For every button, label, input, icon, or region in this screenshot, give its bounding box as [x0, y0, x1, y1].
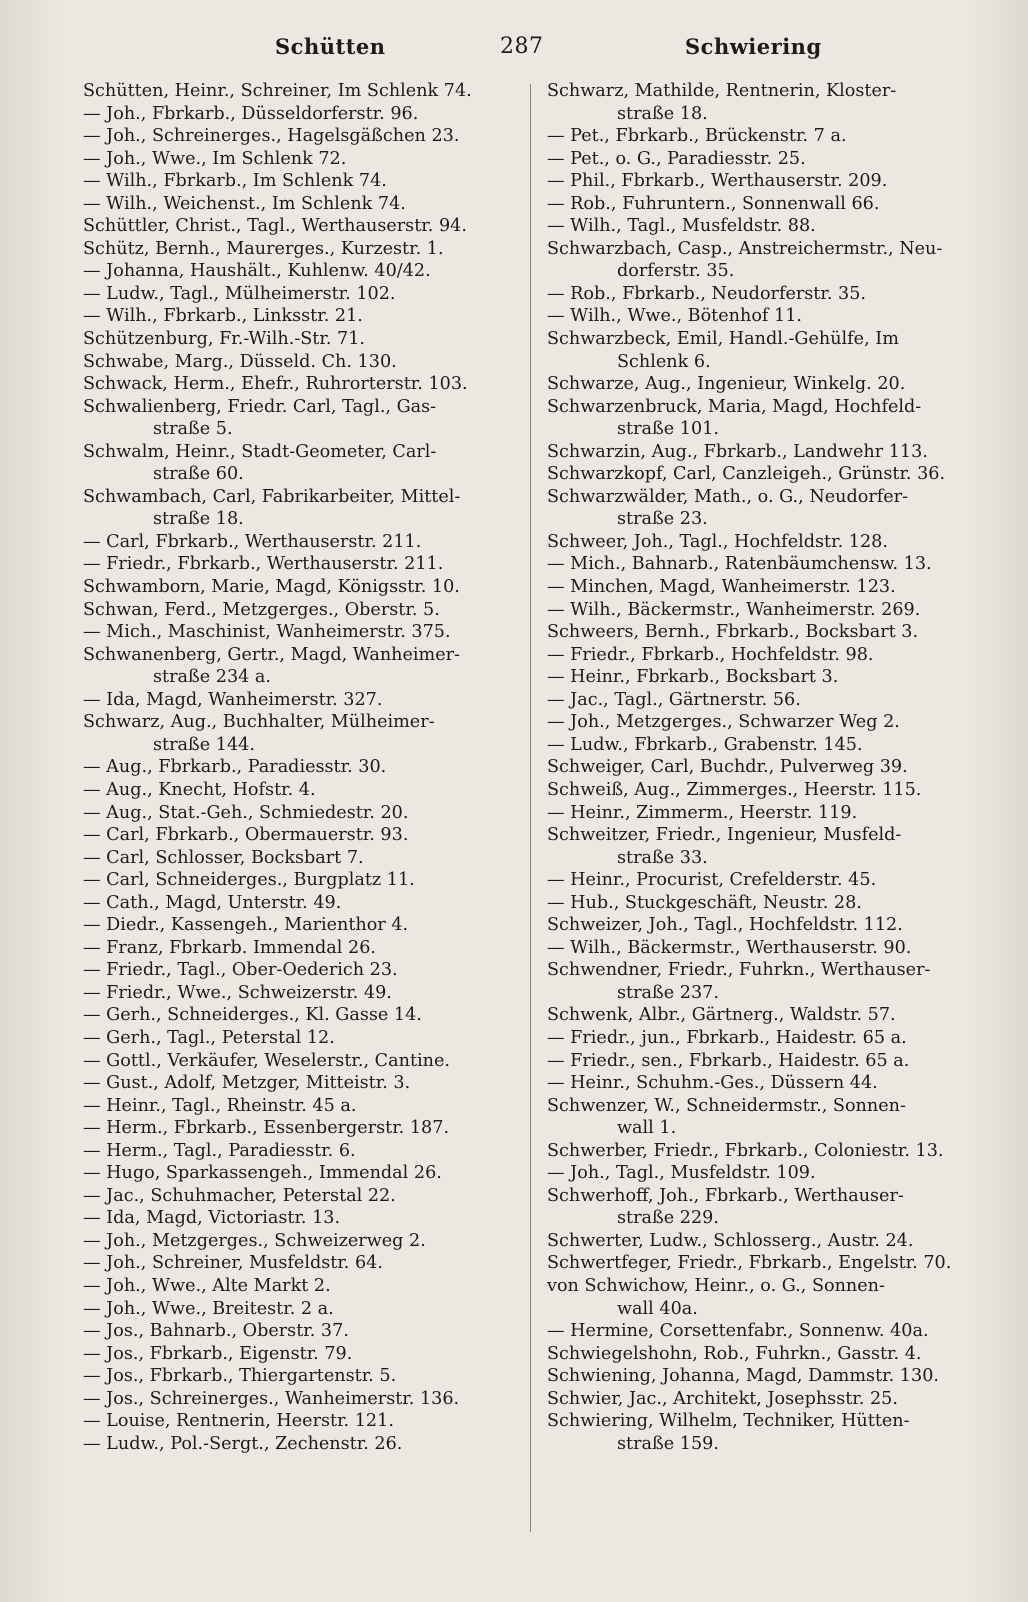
directory-entry-line: Schweers, Bernh., Fbrkarb., Bocksbart 3.	[547, 622, 919, 643]
directory-entry-line: Schwiegelshohn, Rob., Fuhrkn., Gasstr. 4.	[547, 1343, 922, 1364]
directory-entry-line: — Wilh., Fbrkarb., Im Schlenk 74.	[83, 171, 387, 192]
directory-entry-line: — Joh., Wwe., Im Schlenk 72.	[83, 148, 347, 169]
directory-entry-line: Schüttler, Christ., Tagl., Werthauserstr. 94.	[83, 216, 467, 237]
directory-entry-line: Schweizer, Joh., Tagl., Hochfeldstr. 112.	[547, 915, 903, 936]
directory-entry-line: Schwanenberg, Gertr., Magd, Wanheimer-	[83, 644, 461, 665]
directory-entry-line: — Joh., Tagl., Musfeldstr. 109.	[547, 1163, 816, 1184]
directory-entry-line: Schwambach, Carl, Fabrikarbeiter, Mittel-	[83, 486, 461, 507]
directory-entry-line: — Joh., Schreinerges., Hagelsgäßchen 23.	[83, 126, 460, 147]
directory-entry-line: — Ludw., Tagl., Mülheimerstr. 102.	[83, 283, 396, 304]
directory-entry-line: straße 234 a.	[153, 667, 272, 688]
directory-entry-line: — Herm., Tagl., Paradiesstr. 6.	[83, 1140, 356, 1161]
header-left-catchword: Schütten	[275, 34, 386, 59]
directory-entry-line: — Pet., o. G., Paradiesstr. 25.	[547, 148, 806, 169]
directory-entry-line: — Joh., Fbrkarb., Düsseldorferstr. 96.	[83, 103, 419, 124]
directory-entry-line: — Rob., Fbrkarb., Neudorferstr. 35.	[547, 283, 867, 304]
directory-entry-line: Schwarz, Mathilde, Rentnerin, Kloster-	[547, 81, 897, 101]
directory-entry-line: Schwabe, Marg., Düsseld. Ch. 130.	[83, 351, 397, 372]
directory-entry-line: Schwamborn, Marie, Magd, Königsstr. 10.	[83, 577, 460, 598]
directory-entry-line: Schwier, Jac., Architekt, Josephsstr. 25.	[547, 1388, 898, 1409]
header-right-catchword: Schwiering	[685, 34, 822, 59]
directory-entry-line: — Heinr., Schuhm.-Ges., Düssern 44.	[547, 1073, 878, 1094]
directory-entry-line: — Jac., Schuhmacher, Peterstal 22.	[83, 1185, 396, 1206]
directory-entry-line: Schwenzer, W., Schneidermstr., Sonnen-	[547, 1095, 906, 1116]
directory-entry-line: — Wilh., Tagl., Musfeldstr. 88.	[547, 216, 816, 237]
directory-entry-line: — Gerh., Tagl., Peterstal 12.	[83, 1027, 335, 1048]
directory-entry-line: — Friedr., Fbrkarb., Werthauserstr. 211.	[83, 554, 444, 575]
directory-entry-line: — Ida, Magd, Wanheimerstr. 327.	[83, 689, 383, 710]
directory-entry-line: Schwiening, Johanna, Magd, Dammstr. 130.	[547, 1366, 939, 1387]
directory-entry-line: Schwarz, Aug., Buchhalter, Mülheimer-	[83, 712, 435, 733]
directory-entry-line: — Wilh., Wwe., Bötenhof 11.	[547, 306, 802, 327]
directory-entry-line: straße 101.	[617, 419, 719, 440]
directory-entry-line: Schwertfeger, Friedr., Fbrkarb., Engelstr. 70.	[547, 1253, 952, 1274]
directory-entry-line: Schütten, Heinr., Schreiner, Im Schlenk 74.	[83, 81, 472, 101]
directory-entry-line: Schützenburg, Fr.-Wilh.-Str. 71.	[83, 329, 366, 350]
directory-entry-line: straße 237.	[617, 982, 719, 1003]
directory-entry-line: Schwarze, Aug., Ingenieur, Winkelg. 20.	[547, 374, 906, 395]
directory-entry-line: — Carl, Fbrkarb., Werthauserstr. 211.	[83, 531, 422, 552]
directory-entry-line: Schwalm, Heinr., Stadt-Geometer, Carl-	[83, 441, 437, 462]
directory-entry-line: — Carl, Schneiderges., Burgplatz 11.	[83, 870, 415, 891]
directory-entry-line: — Herm., Fbrkarb., Essenbergerstr. 187.	[83, 1118, 450, 1139]
directory-entry-line: — Hugo, Sparkassengeh., Immendal 26.	[83, 1163, 442, 1184]
directory-entry-line: Schütz, Bernh., Maurerges., Kurzestr. 1.	[83, 238, 444, 259]
directory-entry-line: Schwan, Ferd., Metzgerges., Oberstr. 5.	[83, 599, 440, 620]
directory-entry-line: — Jos., Schreinerges., Wanheimerstr. 136.	[83, 1388, 460, 1409]
directory-entry-line: Schwerter, Ludw., Schlosserg., Austr. 24.	[547, 1230, 914, 1251]
directory-entry-line: — Ida, Magd, Victoriastr. 13.	[83, 1208, 341, 1229]
directory-entry-line: — Jos., Fbrkarb., Thiergartenstr. 5.	[83, 1366, 397, 1387]
directory-entry-line: — Mich., Bahnarb., Ratenbäumchensw. 13.	[547, 554, 932, 575]
directory-entry-line: — Joh., Wwe., Breitestr. 2 a.	[83, 1298, 334, 1319]
directory-entry-line: straße 60.	[153, 464, 244, 485]
page-number: 287	[500, 34, 544, 59]
directory-entry-line: — Mich., Maschinist, Wanheimerstr. 375.	[83, 622, 451, 643]
directory-entry-line: — Wilh., Weichenst., Im Schlenk 74.	[83, 193, 406, 214]
directory-entry-line: Schweer, Joh., Tagl., Hochfeldstr. 128.	[547, 531, 888, 552]
directory-entry-line: — Friedr., jun., Fbrkarb., Haidestr. 65 a.	[547, 1027, 907, 1048]
directory-entry-line: — Gottl., Verkäufer, Weselerstr., Cantine.	[83, 1050, 450, 1071]
directory-entry-line: Schwenk, Albr., Gärtnerg., Waldstr. 57.	[547, 1005, 896, 1026]
directory-entry-line: — Gerh., Schneiderges., Kl. Gasse 14.	[83, 1005, 422, 1026]
page-header	[80, 34, 998, 64]
directory-entry-line: Schwarzkopf, Carl, Canzleigeh., Grünstr. 36.	[547, 464, 946, 485]
directory-entry-line: Schwarzbeck, Emil, Handl.-Gehülfe, Im	[547, 329, 899, 350]
directory-entry-line: — Jac., Tagl., Gärtnerstr. 56.	[547, 689, 801, 710]
directory-entry-line: straße 144.	[153, 734, 255, 755]
directory-entry-line: — Phil., Fbrkarb., Werthauserstr. 209.	[547, 171, 888, 192]
directory-entry-line: — Friedr., sen., Fbrkarb., Haidestr. 65 a.	[547, 1050, 910, 1071]
directory-entry-line: — Friedr., Wwe., Schweizerstr. 49.	[83, 982, 392, 1003]
directory-entry-line: straße 18.	[617, 103, 708, 124]
directory-entry-line: — Gust., Adolf, Metzger, Mitteistr. 3.	[83, 1073, 411, 1094]
directory-entry-line: — Johanna, Haushält., Kuhlenw. 40/42.	[83, 261, 431, 282]
directory-entry-line: — Friedr., Tagl., Ober-Oederich 23.	[83, 960, 398, 981]
directory-entry-line: — Aug., Fbrkarb., Paradiesstr. 30.	[83, 757, 387, 778]
directory-entry-line: — Jos., Fbrkarb., Eigenstr. 79.	[83, 1343, 353, 1364]
directory-entry-line: — Wilh., Bäckermstr., Werthauserstr. 90.	[547, 937, 912, 958]
directory-entry-line: straße 23.	[617, 509, 708, 530]
directory-entry-line: — Friedr., Fbrkarb., Hochfeldstr. 98.	[547, 644, 874, 665]
directory-entry-line: Schwarzbach, Casp., Anstreichermstr., Neu-	[547, 238, 943, 259]
directory-entry-line: Schwarzin, Aug., Fbrkarb., Landwehr 113.	[547, 441, 928, 462]
directory-entry-line: Schwendner, Friedr., Fuhrkn., Werthauser-	[547, 960, 931, 981]
directory-entry-line: — Joh., Wwe., Alte Markt 2.	[83, 1275, 331, 1296]
directory-entry-line: — Diedr., Kassengeh., Marienthor 4.	[83, 915, 409, 936]
directory-entry-line: straße 229.	[617, 1208, 719, 1229]
directory-entry-line: — Heinr., Fbrkarb., Bocksbart 3.	[547, 667, 839, 688]
directory-entry-line: Schwerber, Friedr., Fbrkarb., Coloniestr. 13.	[547, 1140, 944, 1161]
column-divider	[530, 84, 531, 1532]
directory-entry-line: straße 159.	[617, 1433, 719, 1454]
directory-entry-line: wall 40a.	[617, 1298, 698, 1319]
directory-entry-line: — Heinr., Tagl., Rheinstr. 45 a.	[83, 1095, 357, 1116]
directory-entry-line: Schweiger, Carl, Buchdr., Pulverweg 39.	[547, 757, 908, 778]
directory-entry-line: straße 18.	[153, 509, 244, 530]
directory-entry-line: — Aug., Knecht, Hofstr. 4.	[83, 779, 316, 800]
right-column	[547, 80, 979, 1455]
directory-entry-line: straße 5.	[153, 419, 233, 440]
directory-entry-line: Schwiering, Wilhelm, Techniker, Hütten-	[547, 1411, 910, 1432]
directory-entry-line: — Joh., Schreiner, Musfeldstr. 64.	[83, 1253, 383, 1274]
directory-entry-line: — Aug., Stat.-Geh., Schmiedestr. 20.	[83, 802, 409, 823]
directory-entry-line: — Wilh., Bäckermstr., Wanheimerstr. 269.	[547, 599, 921, 620]
directory-entry-line: Schwarzenbruck, Maria, Magd, Hochfeld-	[547, 396, 922, 417]
directory-entry-line: dorferstr. 35.	[617, 261, 735, 282]
directory-entry-line: — Heinr., Procurist, Crefelderstr. 45.	[547, 870, 877, 891]
left-column	[83, 80, 518, 1455]
directory-entry-line: Schlenk 6.	[617, 351, 711, 372]
directory-entry-line: Schwerhoff, Joh., Fbrkarb., Werthauser-	[547, 1185, 904, 1206]
directory-entry-line: — Hermine, Corsettenfabr., Sonnenw. 40a.	[547, 1321, 929, 1342]
directory-entry-line: — Carl, Fbrkarb., Obermauerstr. 93.	[83, 825, 409, 846]
directory-entry-line: — Louise, Rentnerin, Heerstr. 121.	[83, 1411, 394, 1432]
directory-entry-line: — Hub., Stuckgeschäft, Neustr. 28.	[547, 892, 862, 913]
directory-entry-line: — Rob., Fuhruntern., Sonnenwall 66.	[547, 193, 880, 214]
directory-entry-line: — Jos., Bahnarb., Oberstr. 37.	[83, 1321, 349, 1342]
directory-entry-line: — Heinr., Zimmerm., Heerstr. 119.	[547, 802, 858, 823]
directory-entry-line: Schwarzwälder, Math., o. G., Neudorfer-	[547, 486, 909, 507]
directory-entry-line: straße 33.	[617, 847, 708, 868]
directory-entry-line: — Minchen, Magd, Wanheimerstr. 123.	[547, 577, 896, 598]
directory-entry-line: — Carl, Schlosser, Bocksbart 7.	[83, 847, 364, 868]
directory-entry-line: — Joh., Metzgerges., Schwarzer Weg 2.	[547, 712, 900, 733]
directory-entry-line: Schweiß, Aug., Zimmerges., Heerstr. 115.	[547, 779, 922, 800]
directory-entry-line: — Ludw., Pol.-Sergt., Zechenstr. 26.	[83, 1433, 403, 1454]
directory-entry-line: Schwack, Herm., Ehefr., Ruhrorterstr. 103.	[83, 374, 468, 395]
directory-entry-line: — Wilh., Fbrkarb., Linksstr. 21.	[83, 306, 363, 327]
directory-entry-line: — Cath., Magd, Unterstr. 49.	[83, 892, 342, 913]
directory-entry-line: — Pet., Fbrkarb., Brückenstr. 7 a.	[547, 126, 847, 147]
directory-entry-line: — Ludw., Fbrkarb., Grabenstr. 145.	[547, 734, 863, 755]
directory-entry-line: Schwalienberg, Friedr. Carl, Tagl., Gas-	[83, 396, 437, 417]
directory-entry-line: von Schwichow, Heinr., o. G., Sonnen-	[547, 1275, 885, 1296]
directory-entry-line: wall 1.	[617, 1118, 677, 1139]
directory-entry-line: — Joh., Metzgerges., Schweizerweg 2.	[83, 1230, 426, 1251]
directory-entry-line: Schweitzer, Friedr., Ingenieur, Musfeld-	[547, 825, 902, 846]
directory-entry-line: — Franz, Fbrkarb. Immendal 26.	[83, 937, 376, 958]
